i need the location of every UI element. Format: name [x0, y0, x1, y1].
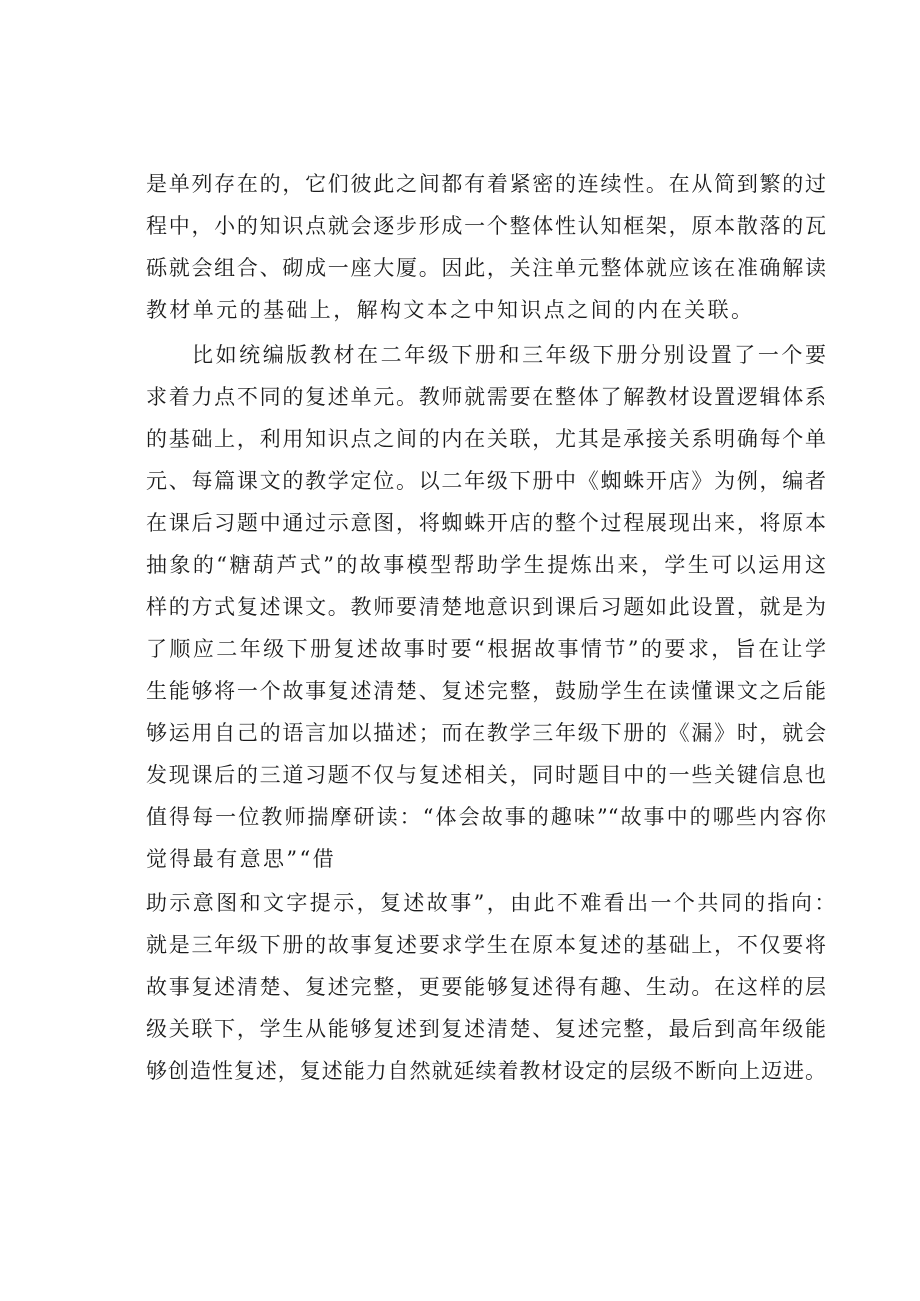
text-line: 生能够将一个故事复述清楚、复述完整，鼓励学生在读懂课文之后能: [146, 679, 826, 703]
text-line: 求着力点不同的复述单元。教师就需要在整体了解教材设置逻辑体系: [146, 385, 826, 409]
text-line: 是单列存在的，它们彼此之间都有着紧密的连续性。在从简到繁的过: [146, 172, 826, 196]
text-line: 元、每篇课文的教学定位。以二年级下册中《蜘蛛开店》为例，编者: [146, 469, 826, 493]
text-line: 的基础上，利用知识点之间的内在关联，尤其是承接关系明确每个单: [146, 427, 826, 451]
text-line: 样的方式复述课文。教师要清楚地意识到课后习题如此设置，就是为: [146, 595, 826, 619]
text-line: 砾就会组合、砌成一座大厦。因此，关注单元整体就应该在准确解读: [146, 256, 826, 280]
text-line: 就是三年级下册的故事复述要求学生在原本复述的基础上，不仅要将: [146, 933, 826, 957]
text-line: 故事复述清楚、复述完整，更要能够复述得有趣、生动。在这样的层: [146, 975, 826, 999]
text-line: 了顺应二年级下册复述故事时要“根据故事情节”的要求，旨在让学: [146, 637, 826, 661]
text-line: 助示意图和文字提示，复述故事”，由此不难看出一个共同的指向：: [146, 891, 838, 915]
text-line: 发现课后的三道习题不仅与复述相关，同时题目中的一些关键信息也: [146, 763, 826, 787]
text-line: 级关联下，学生从能够复述到复述清楚、复述完整，最后到高年级能: [146, 1017, 826, 1041]
text-line: 值得每一位教师揣摩研读：“体会故事的趣味”“故事中的哪些内容你: [146, 805, 826, 829]
text-line: 够运用自己的语言加以描述；而在教学三年级下册的《漏》时，就会: [146, 721, 826, 745]
text-line: 程中，小的知识点就会逐步形成一个整体性认知框架，原本散落的瓦: [146, 214, 826, 238]
text-line: 抽象的“糖葫芦式”的故事模型帮助学生提炼出来，学生可以运用这: [146, 553, 826, 577]
text-line: 比如统编版教材在二年级下册和三年级下册分别设置了一个要: [192, 343, 826, 367]
text-line: 教材单元的基础上，解构文本之中知识点之间的内在关联。: [146, 298, 755, 322]
text-line: 觉得最有意思”“借: [146, 847, 337, 871]
text-line: 在课后习题中通过示意图，将蜘蛛开店的整个过程展现出来，将原本: [146, 511, 826, 535]
text-line: 够创造性复述，复述能力自然就延续着教材设定的层级不断向上迈进。: [146, 1059, 826, 1083]
